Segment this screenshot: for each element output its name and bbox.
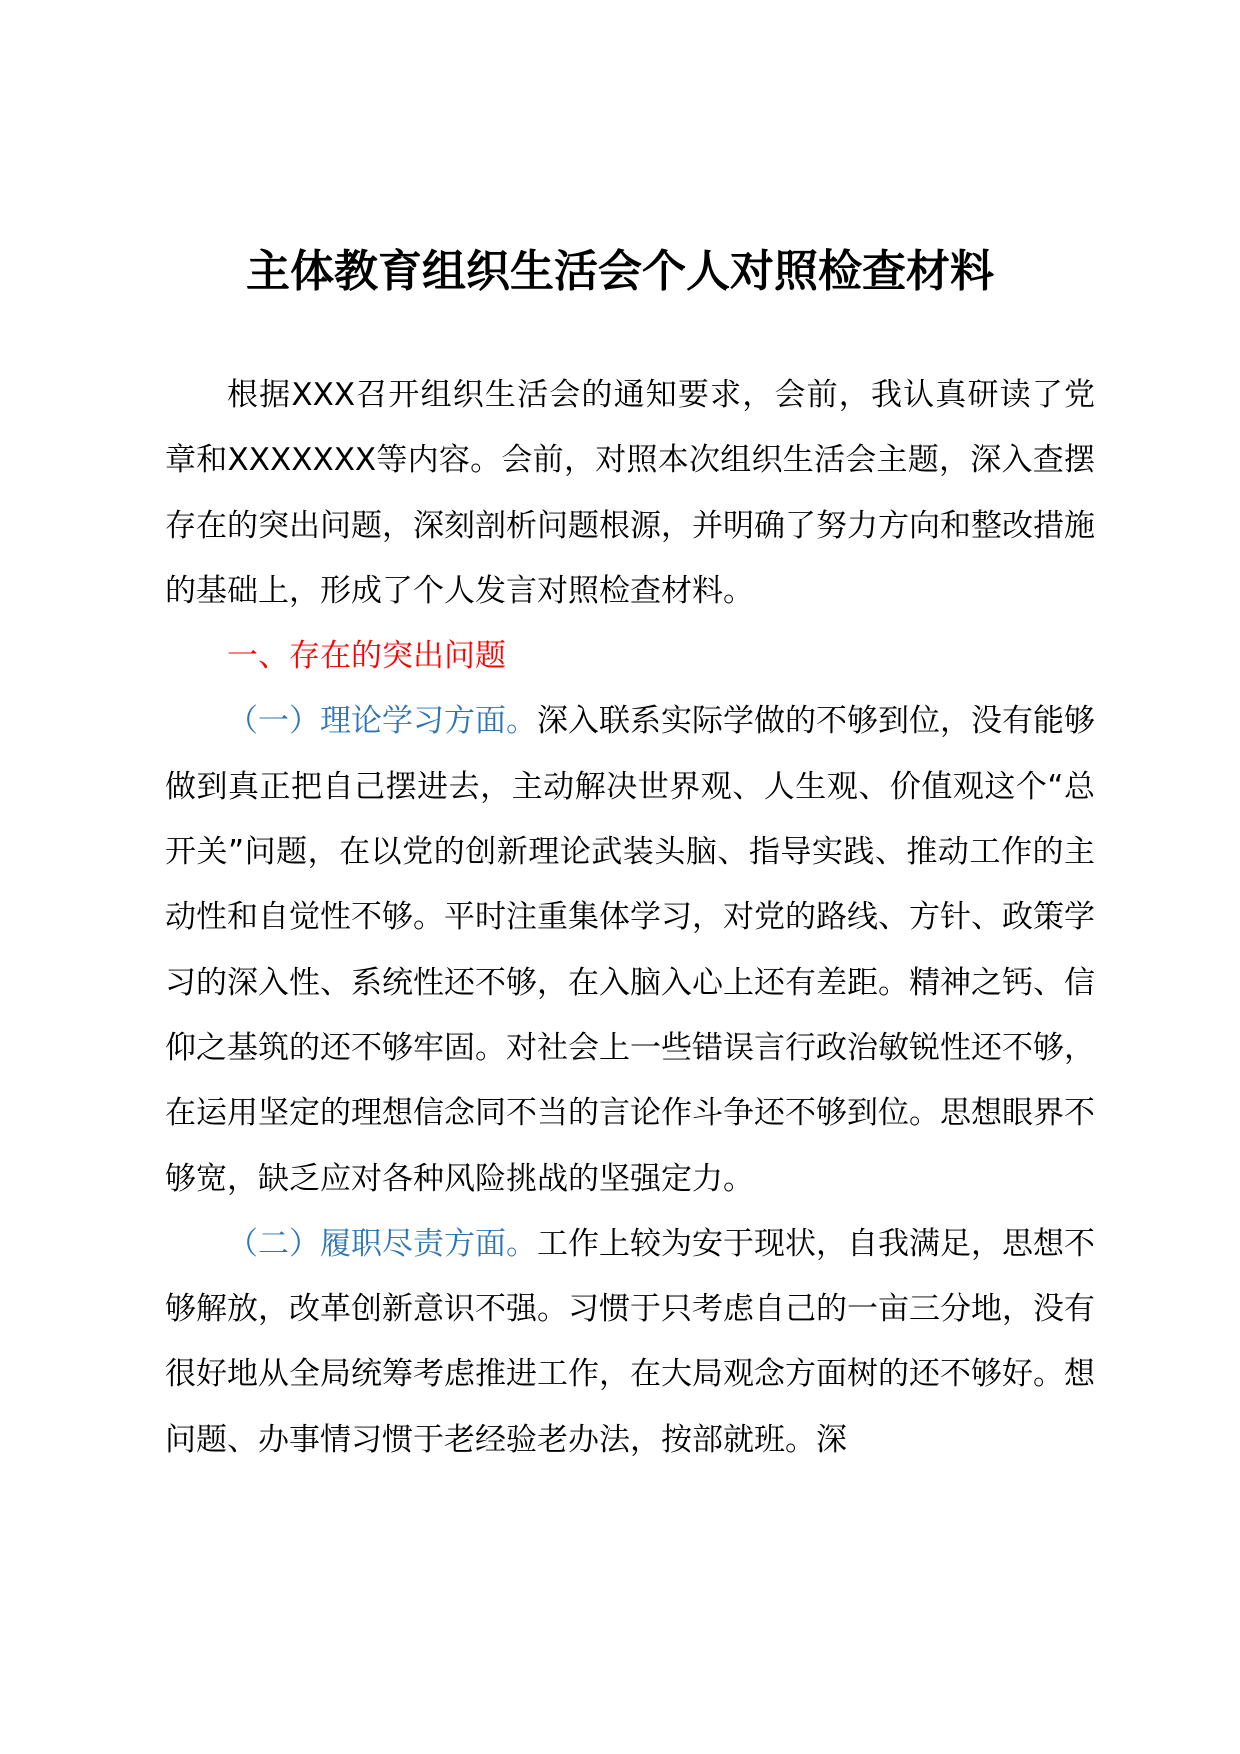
subsection-1-paragraph <box>165 689 1095 1211</box>
section1-heading: 一、存在的突出问题 <box>227 638 506 675</box>
document-title: 主体教育组织生活会个人对照检查材料 <box>246 246 994 297</box>
subsection-1-heading: （一）理论学习方面。 <box>227 703 537 740</box>
intro-paragraph: 根据XXX召开组织生活会的通知要求，会前，我认真研读了党章和XXXXXXX等内容。会前，对照本次组织生活会主题，深入查摆存在的突出问题，深刻剖析问题根源，并明确了努力方向和整改措施的基础上，形成了个人发言对照检查材料。 <box>165 377 1095 609</box>
subsection-1-text: 深入联系实际学做的不够到位，没有能够做到真正把自己摆进去，主动解决世界观、人生观、价值观这个“总开关”问题，在以党的创新理论武装头脑、指导实践、推动工作的主动性和自觉性不够。平时注重集体学习，对党的路线、方针、政策学习的深入性、系统性还不够，在入脑入心上还有差距。精神之钙、信仰之基筑的还不够牢固。对社会上一些错误言行政治敏锐性还不够，在运用坚定的理想信念同不当的言论作斗争还不够到位。思想眼界不够宽，缺乏应对各种风险挑战的坚强定力。 <box>165 703 1095 1197</box>
document-body <box>165 363 1095 1473</box>
section-heading <box>165 624 1095 689</box>
subsection-2-text: 工作上较为安于现状，自我满足，思想不够解放，改革创新意识不强。习惯于只考虑自己的一亩三分地，没有很好地从全局统筹考虑推进工作，在大局观念方面树的还不够好。想问题、办事情习惯于老经验老办法，按部就班。深 <box>165 1225 1095 1458</box>
subsection-2-heading: （二）履职尽责方面。 <box>227 1225 537 1262</box>
subsection-2-paragraph <box>165 1212 1095 1473</box>
